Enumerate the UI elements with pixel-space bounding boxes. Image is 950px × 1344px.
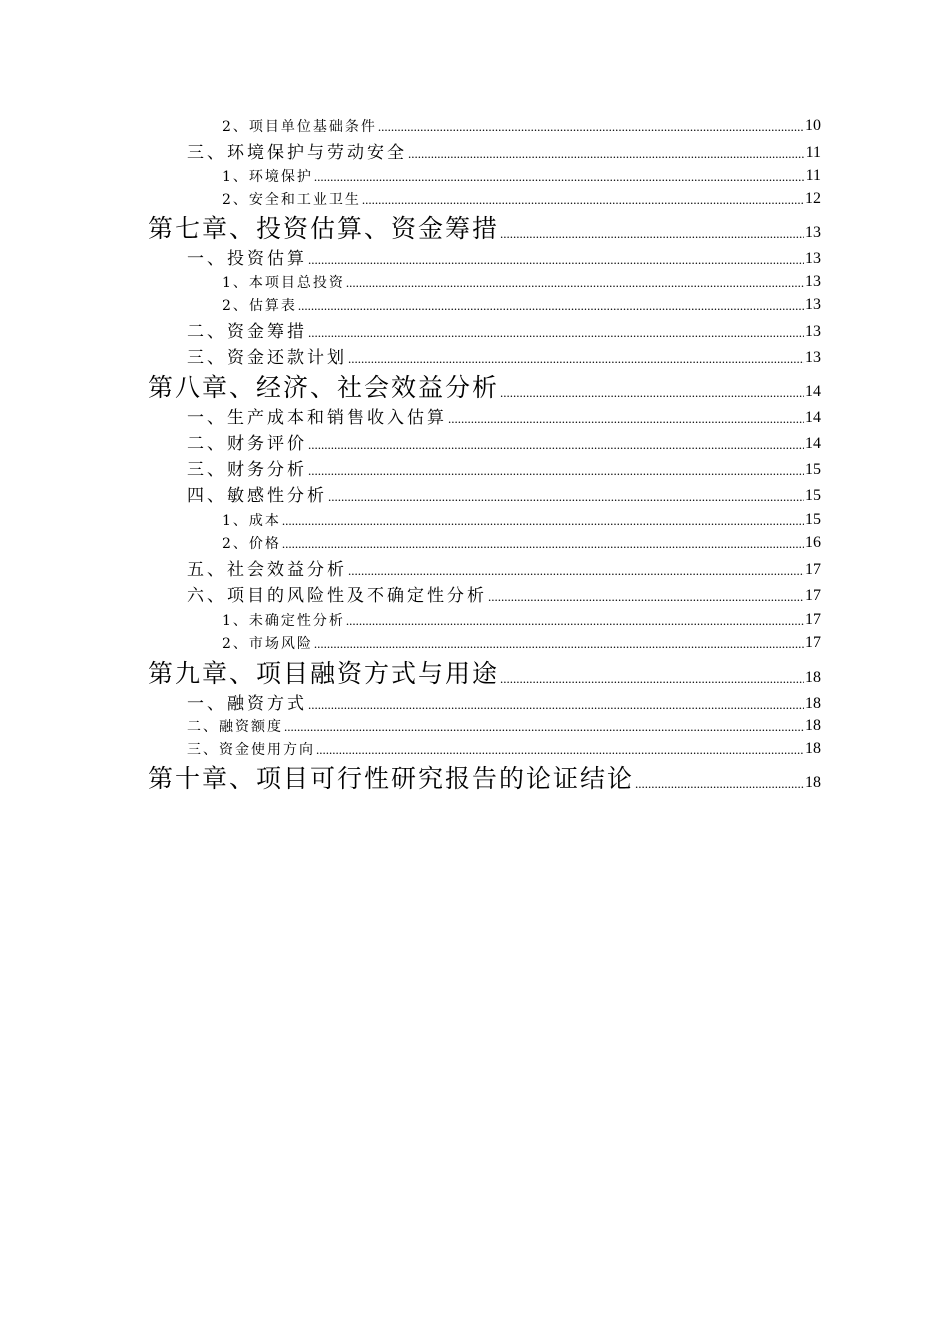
toc-chapter-title: 第八章、经济、社会效益分析 xyxy=(148,373,500,402)
toc-entry-title: 五、社会效益分析 xyxy=(187,560,347,580)
toc-leader-dots xyxy=(362,193,804,207)
toc-entry-title: 二、融资额度 xyxy=(187,719,283,735)
toc-entry[interactable] xyxy=(187,693,821,715)
toc-entry-title: 一、投资估算 xyxy=(187,249,307,269)
toc-entry-title: 2、项目单位基础条件 xyxy=(222,119,377,135)
toc-entry-title: 三、资金还款计划 xyxy=(187,348,347,368)
toc-entry-title: 2、安全和工业卫生 xyxy=(222,192,361,208)
toc-entry[interactable] xyxy=(222,117,821,137)
toc-leader-dots xyxy=(282,514,804,528)
toc-entry-title: 六、项目的风险性及不确定性分析 xyxy=(187,586,487,606)
toc-page-number: 15 xyxy=(805,511,821,528)
toc-leader-dots xyxy=(308,326,804,340)
toc-leader-dots xyxy=(346,276,804,290)
toc-entry[interactable] xyxy=(222,190,821,210)
toc-page-number: 13 xyxy=(805,224,821,241)
toc-page-number: 18 xyxy=(805,695,821,712)
toc-page-number: 13 xyxy=(805,296,821,313)
toc-leader-dots xyxy=(500,672,804,686)
toc-chapter-entry[interactable] xyxy=(148,659,821,689)
toc-entry[interactable] xyxy=(187,433,821,455)
toc-page-number: 18 xyxy=(805,717,821,734)
toc-page-number: 15 xyxy=(805,461,821,478)
toc-entry[interactable] xyxy=(187,585,821,607)
toc-leader-dots xyxy=(348,352,804,366)
toc-page-number: 18 xyxy=(805,740,821,757)
toc-entry[interactable] xyxy=(187,321,821,343)
toc-entry[interactable] xyxy=(222,511,821,531)
toc-entry-title: 2、估算表 xyxy=(222,298,297,314)
toc-page-number: 13 xyxy=(805,323,821,340)
toc-entry-title: 三、资金使用方向 xyxy=(187,742,315,758)
toc-leader-dots xyxy=(348,564,804,578)
toc-page-number: 13 xyxy=(805,273,821,290)
toc-entry-title: 三、环境保护与劳动安全 xyxy=(187,143,407,163)
toc-entry-title: 1、未确定性分析 xyxy=(222,613,345,629)
toc-page-number: 17 xyxy=(805,634,821,651)
toc-page-number: 16 xyxy=(805,534,821,551)
toc-entry-title: 1、本项目总投资 xyxy=(222,275,345,291)
toc-page-number: 14 xyxy=(805,409,821,426)
toc-chapter-entry[interactable] xyxy=(148,764,821,794)
toc-entry-title: 二、资金筹措 xyxy=(187,322,307,342)
toc-leader-dots xyxy=(500,227,804,241)
toc-entry[interactable] xyxy=(187,740,821,760)
toc-entry[interactable] xyxy=(187,717,821,737)
toc-page-number: 13 xyxy=(805,250,821,267)
toc-page-number: 18 xyxy=(805,774,821,791)
toc-leader-dots xyxy=(316,743,804,757)
toc-leader-dots xyxy=(378,120,804,134)
toc-page-number: 17 xyxy=(805,611,821,628)
toc-entry-title: 1、成本 xyxy=(222,513,281,529)
toc-page-number: 14 xyxy=(805,383,821,400)
toc-entry[interactable] xyxy=(187,347,821,369)
toc-leader-dots xyxy=(408,147,805,161)
toc-chapter-title: 第九章、项目融资方式与用途 xyxy=(148,659,500,688)
toc-entry[interactable] xyxy=(187,485,821,507)
toc-entry[interactable] xyxy=(222,534,821,554)
toc-entry[interactable] xyxy=(187,142,821,164)
toc-entry[interactable] xyxy=(222,273,821,293)
toc-chapter-title: 第十章、项目可行性研究报告的论证结论 xyxy=(148,764,635,793)
toc-leader-dots xyxy=(308,253,804,267)
toc-page-number: 14 xyxy=(805,435,821,452)
toc-entry[interactable] xyxy=(187,559,821,581)
toc-leader-dots xyxy=(635,777,804,791)
toc-leader-dots xyxy=(298,299,804,313)
toc-entry[interactable] xyxy=(187,459,821,481)
toc-page-number: 17 xyxy=(805,587,821,604)
toc-leader-dots xyxy=(488,590,804,604)
toc-leader-dots xyxy=(308,464,804,478)
toc-leader-dots xyxy=(308,438,804,452)
toc-page-number: 12 xyxy=(805,190,821,207)
toc-leader-dots xyxy=(314,170,805,184)
toc-leader-dots xyxy=(448,412,804,426)
toc-page-number: 11 xyxy=(805,144,821,161)
toc-page-number: 18 xyxy=(805,669,821,686)
toc-entry[interactable] xyxy=(222,611,821,631)
toc-entry[interactable] xyxy=(222,296,821,316)
toc-page-number: 13 xyxy=(805,349,821,366)
toc-entry-title: 三、财务分析 xyxy=(187,460,307,480)
toc-leader-dots xyxy=(282,537,804,551)
toc-entry[interactable] xyxy=(187,248,821,270)
toc-entry-title: 一、生产成本和销售收入估算 xyxy=(187,408,447,428)
toc-entry-title: 2、价格 xyxy=(222,536,281,552)
toc-entry[interactable] xyxy=(187,407,821,429)
toc-chapter-entry[interactable] xyxy=(148,373,821,403)
toc-entry[interactable] xyxy=(222,167,821,187)
toc-chapter-entry[interactable] xyxy=(148,214,821,244)
toc-page-number: 11 xyxy=(805,167,821,184)
toc-leader-dots xyxy=(314,637,804,651)
toc-leader-dots xyxy=(500,386,804,400)
toc-page-number: 10 xyxy=(805,117,821,134)
toc-page-number: 17 xyxy=(805,561,821,578)
toc-entry-title: 1、环境保护 xyxy=(222,169,313,185)
toc-leader-dots xyxy=(308,698,804,712)
toc-leader-dots xyxy=(346,614,804,628)
toc-entry-title: 二、财务评价 xyxy=(187,434,307,454)
toc-chapter-title: 第七章、投资估算、资金筹措 xyxy=(148,214,500,243)
toc-entry-title: 2、市场风险 xyxy=(222,636,313,652)
toc-page-number: 15 xyxy=(805,487,821,504)
toc-entry-title: 一、融资方式 xyxy=(187,694,307,714)
toc-entry[interactable] xyxy=(222,634,821,654)
toc-leader-dots xyxy=(284,720,804,734)
toc-entry-title: 四、敏感性分析 xyxy=(187,486,327,506)
toc-leader-dots xyxy=(328,490,804,504)
